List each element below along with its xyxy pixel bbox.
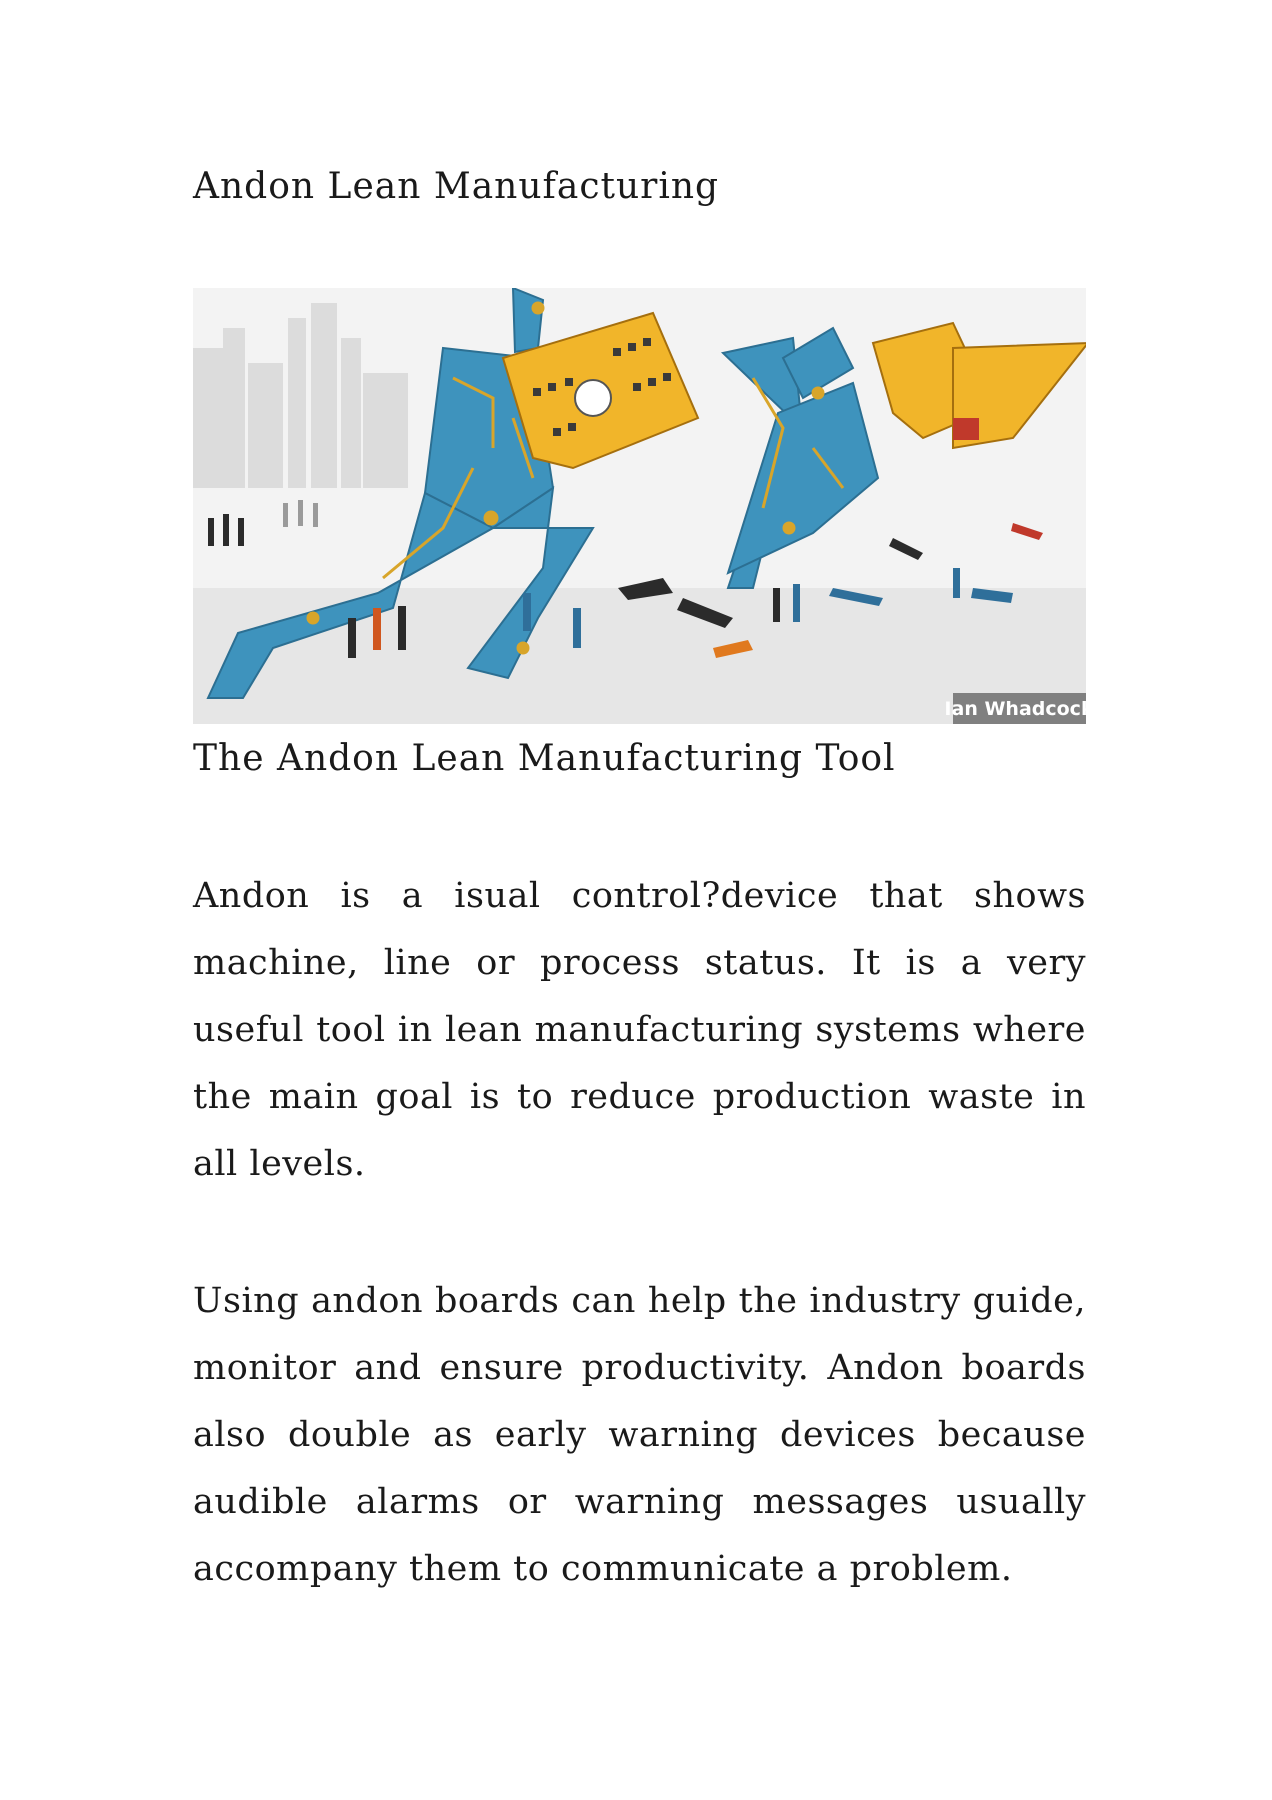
paragraph-andon-boards: Using andon boards can help the industry guide, monitor and ensure productivity. Andon boards also double as early warning devices because audible alarms or warning messages usually accompany them to communicate a problem. <box>193 1281 1086 1589</box>
paragraph-andon-definition: Andon is a isual control?device that shows machine, line or process status. It is a very useful tool in lean manufacturing systems where the main goal is to reduce production waste in all levels. <box>193 876 1086 1184</box>
globe-emblem <box>575 380 611 416</box>
figure-caption: The Andon Lean Manufacturing Tool <box>193 738 896 779</box>
illustration-andon-workers <box>193 288 1086 724</box>
warning-panel <box>953 418 979 440</box>
illustration-credit: Ian Whadcock <box>944 698 1086 720</box>
document-title: Andon Lean Manufacturing <box>193 166 720 207</box>
